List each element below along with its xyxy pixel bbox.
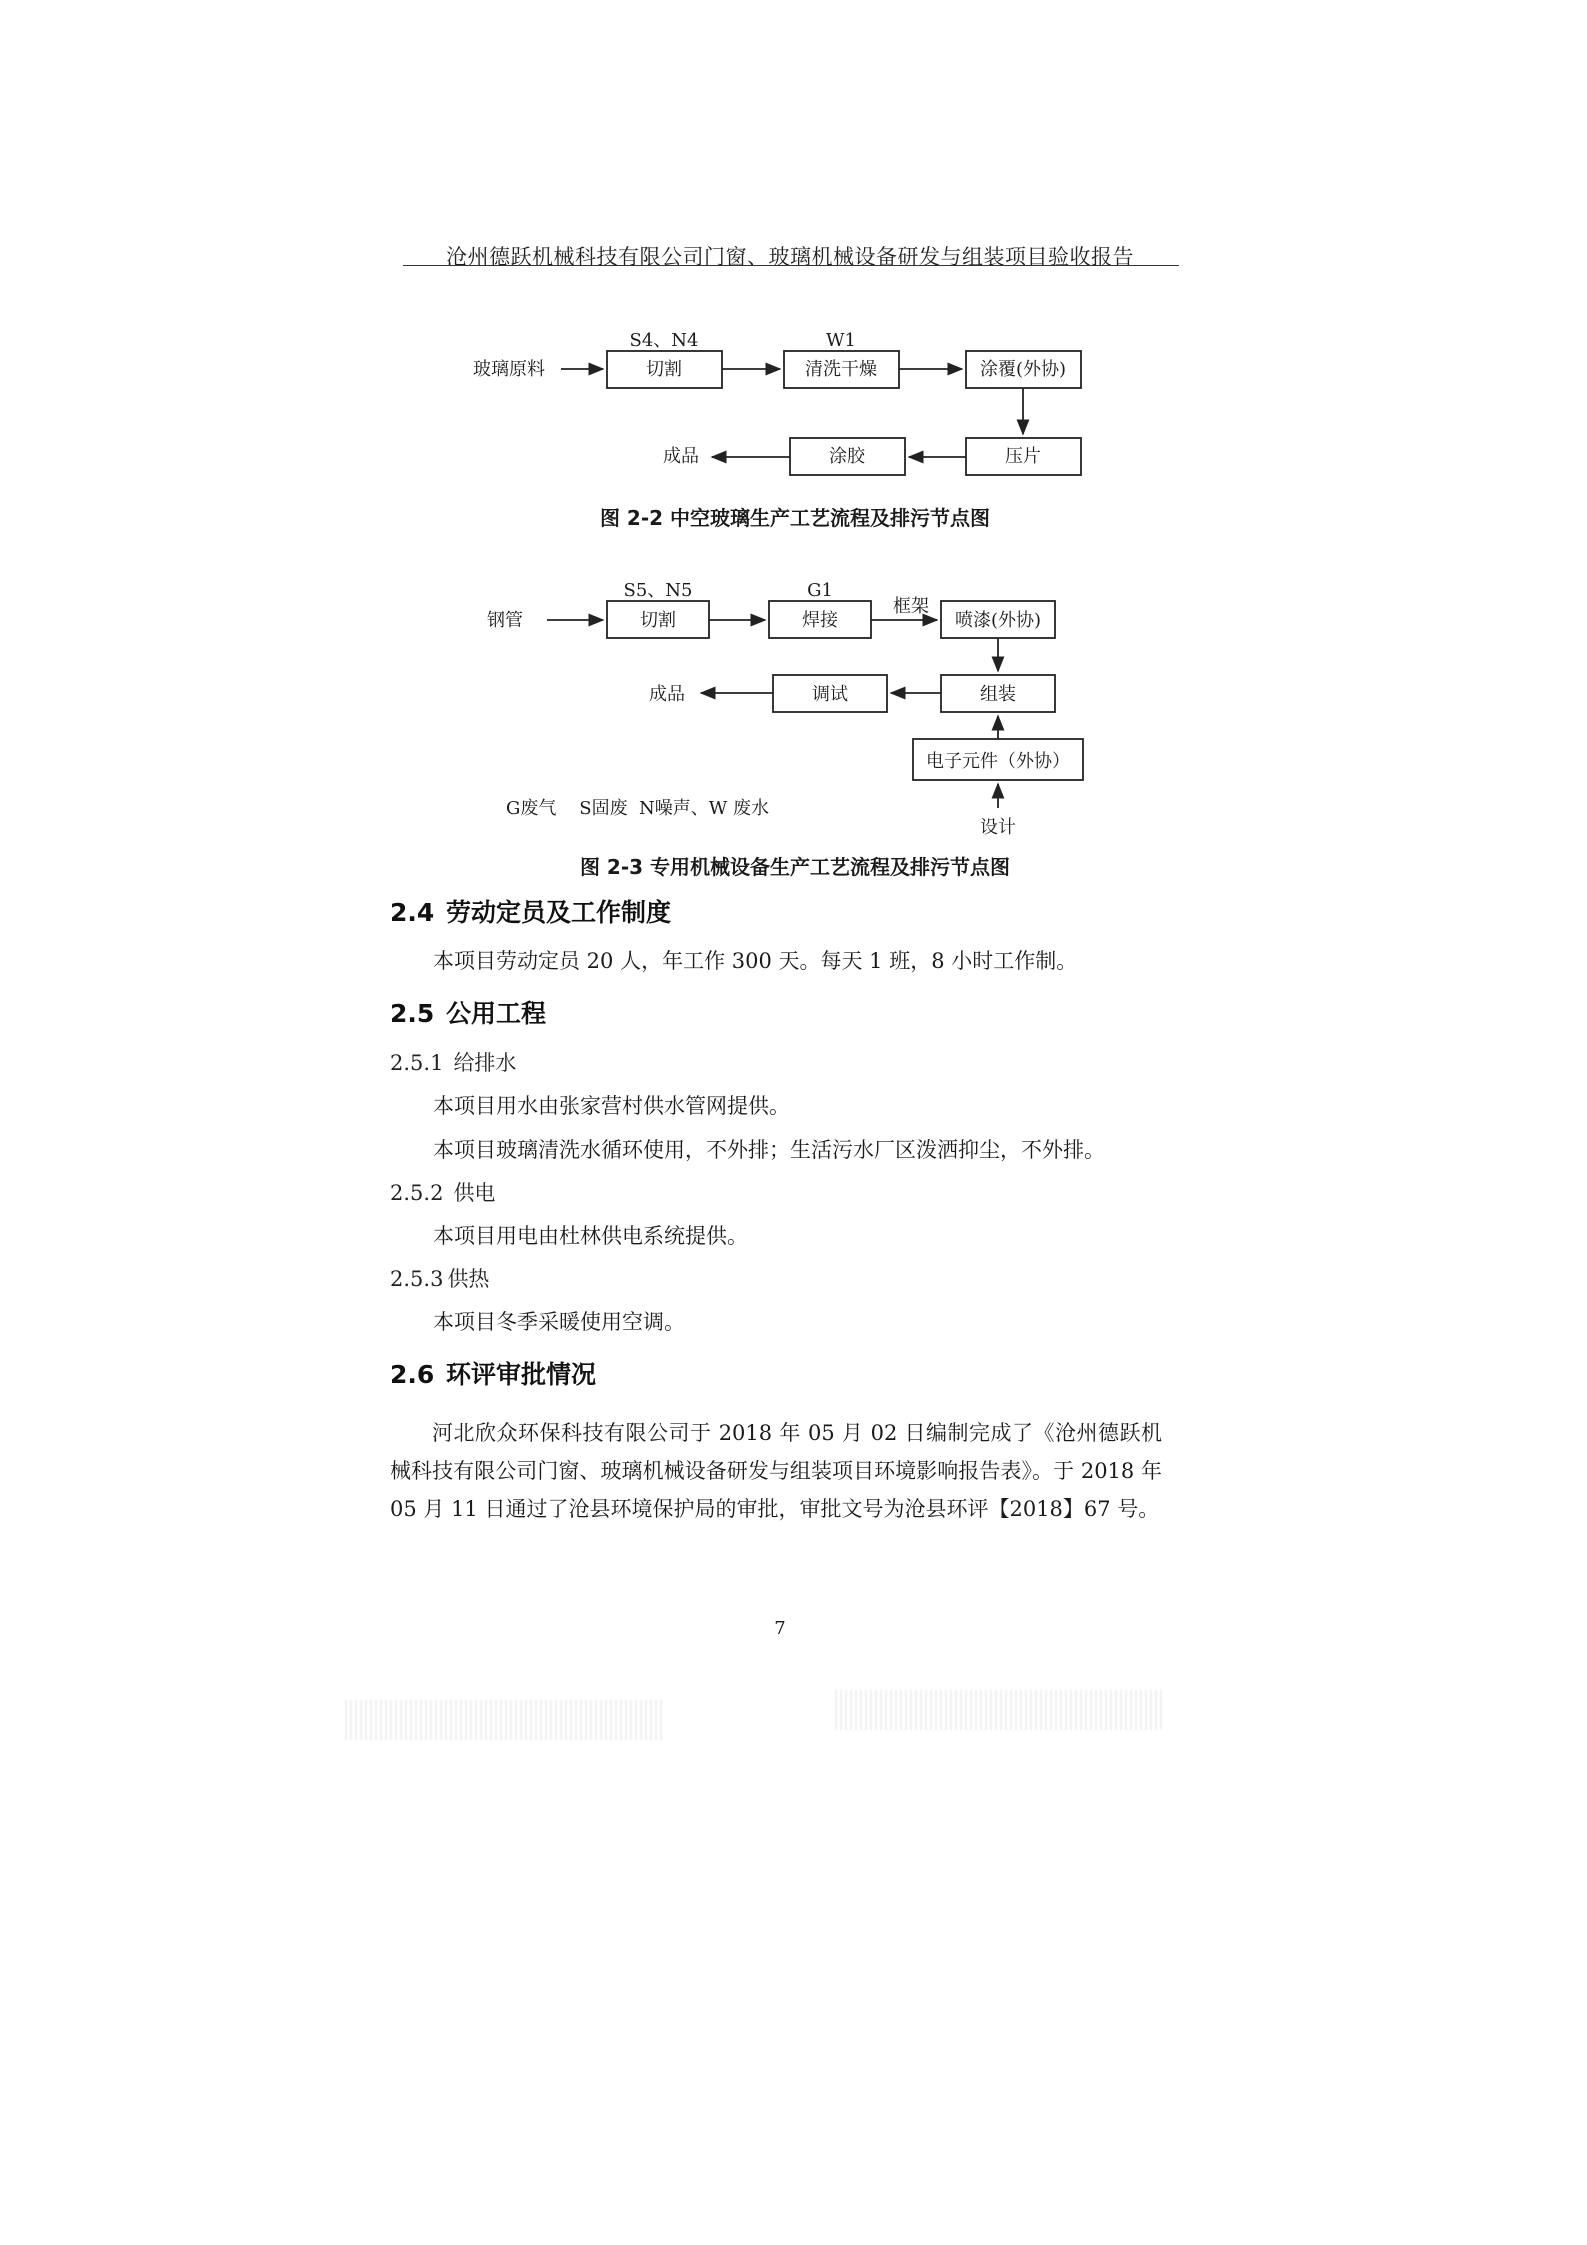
heading-2-5-number: 2.5 — [390, 999, 435, 1028]
para-2-5-3: 本项目冬季采暖使用空调。 — [433, 1310, 685, 1334]
fig23-step-cut: 切割 — [640, 610, 676, 631]
fig23-legend: G废气 S固废 N噪声、W 废水 — [506, 798, 770, 819]
fig22-step-press: 压片 — [1005, 446, 1041, 467]
fig22-step-coating: 涂覆(外协) — [979, 359, 1067, 380]
para-2-4: 本项目劳动定员 20 人，年工作 300 天。每天 1 班，8 小时工作制。 — [433, 949, 1078, 973]
fig22-caption: 图 2-2 中空玻璃生产工艺流程及排污节点图 — [599, 506, 991, 530]
para-2-5-1-b: 本项目玻璃清洗水循环使用，不外排；生活污水厂区泼洒抑尘，不外排。 — [433, 1138, 1105, 1162]
fig22-step-clean-dry: 清洗干燥 — [805, 359, 877, 380]
fig23-frame-label: 框架 — [893, 596, 929, 617]
fig23-step-weld: 焊接 — [802, 610, 838, 631]
page-number: 7 — [774, 1618, 786, 1639]
fig23-step-assemble: 组装 — [980, 684, 1016, 705]
heading-2-6 — [390, 1355, 596, 1391]
heading-2-5-1-number: 2.5.1 — [390, 1051, 444, 1075]
fig23-output-label: 成品 — [649, 684, 685, 705]
report-header-title: 沧州德跃机械科技有限公司门窗、玻璃机械设备研发与组装项目验收报告 — [446, 245, 1134, 269]
para-2-6: 河北欣众环保科技有限公司于 2018 年 05 月 02 日编制完成了《沧州德跃机械科技有限公司门窗、玻璃机械设备研发与组装项目环境影响报告表》。于 2018 年 05 月 11 日通过了沧县环境保护局的审批，审批文号为沧县环评【2018】67 号。 — [390, 1421, 1162, 1521]
heading-2-5-3 — [390, 1263, 489, 1293]
heading-2-5-1-title: 给排水 — [453, 1051, 517, 1075]
heading-2-4-title: 劳动定员及工作制度 — [446, 898, 672, 927]
heading-2-5-title: 公用工程 — [446, 999, 547, 1028]
heading-2-5-2-title: 供电 — [453, 1181, 496, 1205]
process-flow-diagrams — [0, 0, 1587, 900]
heading-2-4 — [390, 893, 671, 929]
fig23-step-debug: 调试 — [812, 684, 848, 705]
fig23-input-label: 钢管 — [487, 610, 523, 631]
heading-2-5-2-number: 2.5.2 — [390, 1181, 444, 1205]
fig23-design-label: 设计 — [980, 817, 1016, 838]
fig23-step-electronics: 电子元件（外协） — [926, 751, 1070, 772]
heading-2-6-title: 环评审批情况 — [446, 1360, 597, 1389]
fig23-step-spray: 喷漆(外协) — [954, 610, 1042, 631]
fig23-pollutant-cut: S5、N5 — [623, 580, 693, 601]
heading-2-5-1 — [390, 1047, 516, 1077]
heading-2-5-2 — [390, 1177, 495, 1207]
heading-2-6-number: 2.6 — [390, 1360, 435, 1389]
heading-2-4-number: 2.4 — [390, 898, 435, 927]
fig23-pollutant-weld: G1 — [807, 580, 833, 601]
fig22-pollutant-cut: S4、N4 — [629, 330, 699, 351]
fig22-pollutant-clean: W1 — [826, 330, 856, 351]
fig23-caption: 图 2-3 专用机械设备生产工艺流程及排污节点图 — [579, 855, 1011, 879]
heading-2-5 — [390, 994, 546, 1030]
scan-noise-left — [345, 1700, 665, 1740]
fig22-step-glue: 涂胶 — [829, 446, 865, 467]
heading-2-5-3-number: 2.5.3 — [390, 1267, 444, 1291]
fig22-output-label: 成品 — [663, 446, 699, 467]
para-2-5-1-a: 本项目用水由张家营村供水管网提供。 — [433, 1094, 790, 1118]
fig22-step-cut: 切割 — [646, 359, 682, 380]
heading-2-5-3-title: 供热 — [447, 1267, 490, 1291]
scan-noise-right — [835, 1690, 1165, 1730]
fig22-input-label: 玻璃原料 — [473, 359, 545, 380]
para-2-5-2: 本项目用电由杜林供电系统提供。 — [433, 1224, 748, 1248]
